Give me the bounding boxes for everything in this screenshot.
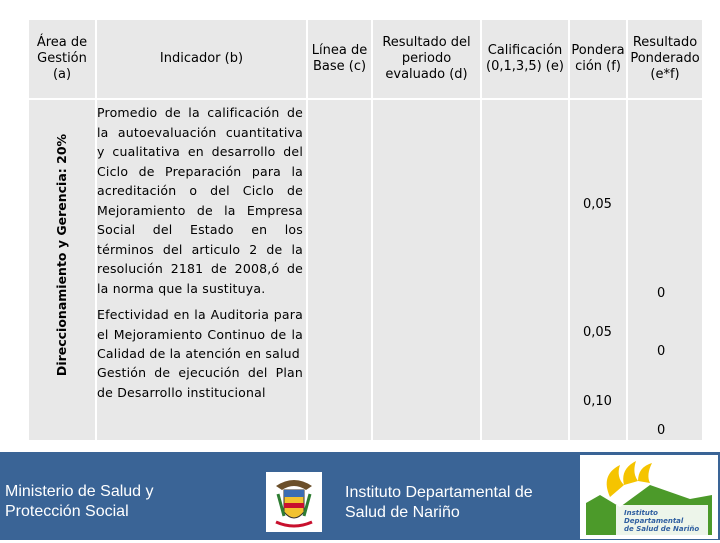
header-weight-label: Ponderación (f) <box>571 43 625 74</box>
weight-row-2: 0,05 <box>583 325 612 340</box>
weighted-column <box>628 100 702 440</box>
header-baseline <box>308 20 371 98</box>
institute-logo <box>580 455 718 539</box>
header-result-label: Resultado del periodo evaluado (d) <box>382 35 471 82</box>
colombia-coat-of-arms-logo <box>266 472 322 532</box>
weight-column <box>570 100 626 440</box>
header-score <box>482 20 568 98</box>
header-weighted-label: Resultado Ponderado (e*f) <box>630 35 700 82</box>
weighted-row-1: 0 <box>657 286 666 301</box>
header-weight <box>570 20 626 98</box>
coat-of-arms-icon <box>266 472 322 532</box>
header-weighted <box>628 20 702 98</box>
baseline-column <box>308 100 371 440</box>
footer-ministry-text: Ministerio de Salud y Protección Social <box>5 483 154 520</box>
svg-text:de Salud de Nariño: de Salud de Nariño <box>624 525 700 533</box>
header-indicator <box>97 20 306 98</box>
score-column <box>482 100 568 440</box>
header-score-label: Calificación (0,1,3,5) (e) <box>486 43 564 74</box>
header-result <box>373 20 480 98</box>
footer-institute-text: Instituto Departamental de Salud de Nariño <box>345 484 533 521</box>
header-indicator-label: Indicador (b) <box>159 51 244 66</box>
indicator-row-2: Efectividad en la Auditoria para el Mejoramiento Continuo de la Calidad de la atención en salud <box>97 307 303 361</box>
weighted-row-2: 0 <box>657 344 666 359</box>
indicator-row-3: Gestión de ejecución del Plan de Desarrollo institucional <box>97 365 303 400</box>
area-label-vertical: Direccionamiento y Gerencia: 20% <box>54 133 69 377</box>
header-baseline-label: Línea de Base (c) <box>311 43 368 74</box>
weighted-row-3: 0 <box>657 423 666 438</box>
header-area-label: Área de Gestión (a) <box>36 35 88 82</box>
institute-logo-icon <box>580 455 718 539</box>
header-area <box>29 20 95 98</box>
indicator-row-1: Promedio de la calificación de la autoevaluación cuantitativa y cualitativa en desarrollo del Ciclo de Preparación para la acreditación o del Ciclo de Mejoramiento de la Empresa Social del Estado en los términos del articulo 2 de la resolución 2181 de 2008,ó de la norma que la sustituya. <box>97 105 303 296</box>
svg-text:Instituto: Instituto <box>624 509 658 517</box>
svg-text:Departamental: Departamental <box>624 517 684 525</box>
weight-row-3: 0,10 <box>583 394 612 409</box>
weight-row-1: 0,05 <box>583 197 612 212</box>
result-column <box>373 100 480 440</box>
